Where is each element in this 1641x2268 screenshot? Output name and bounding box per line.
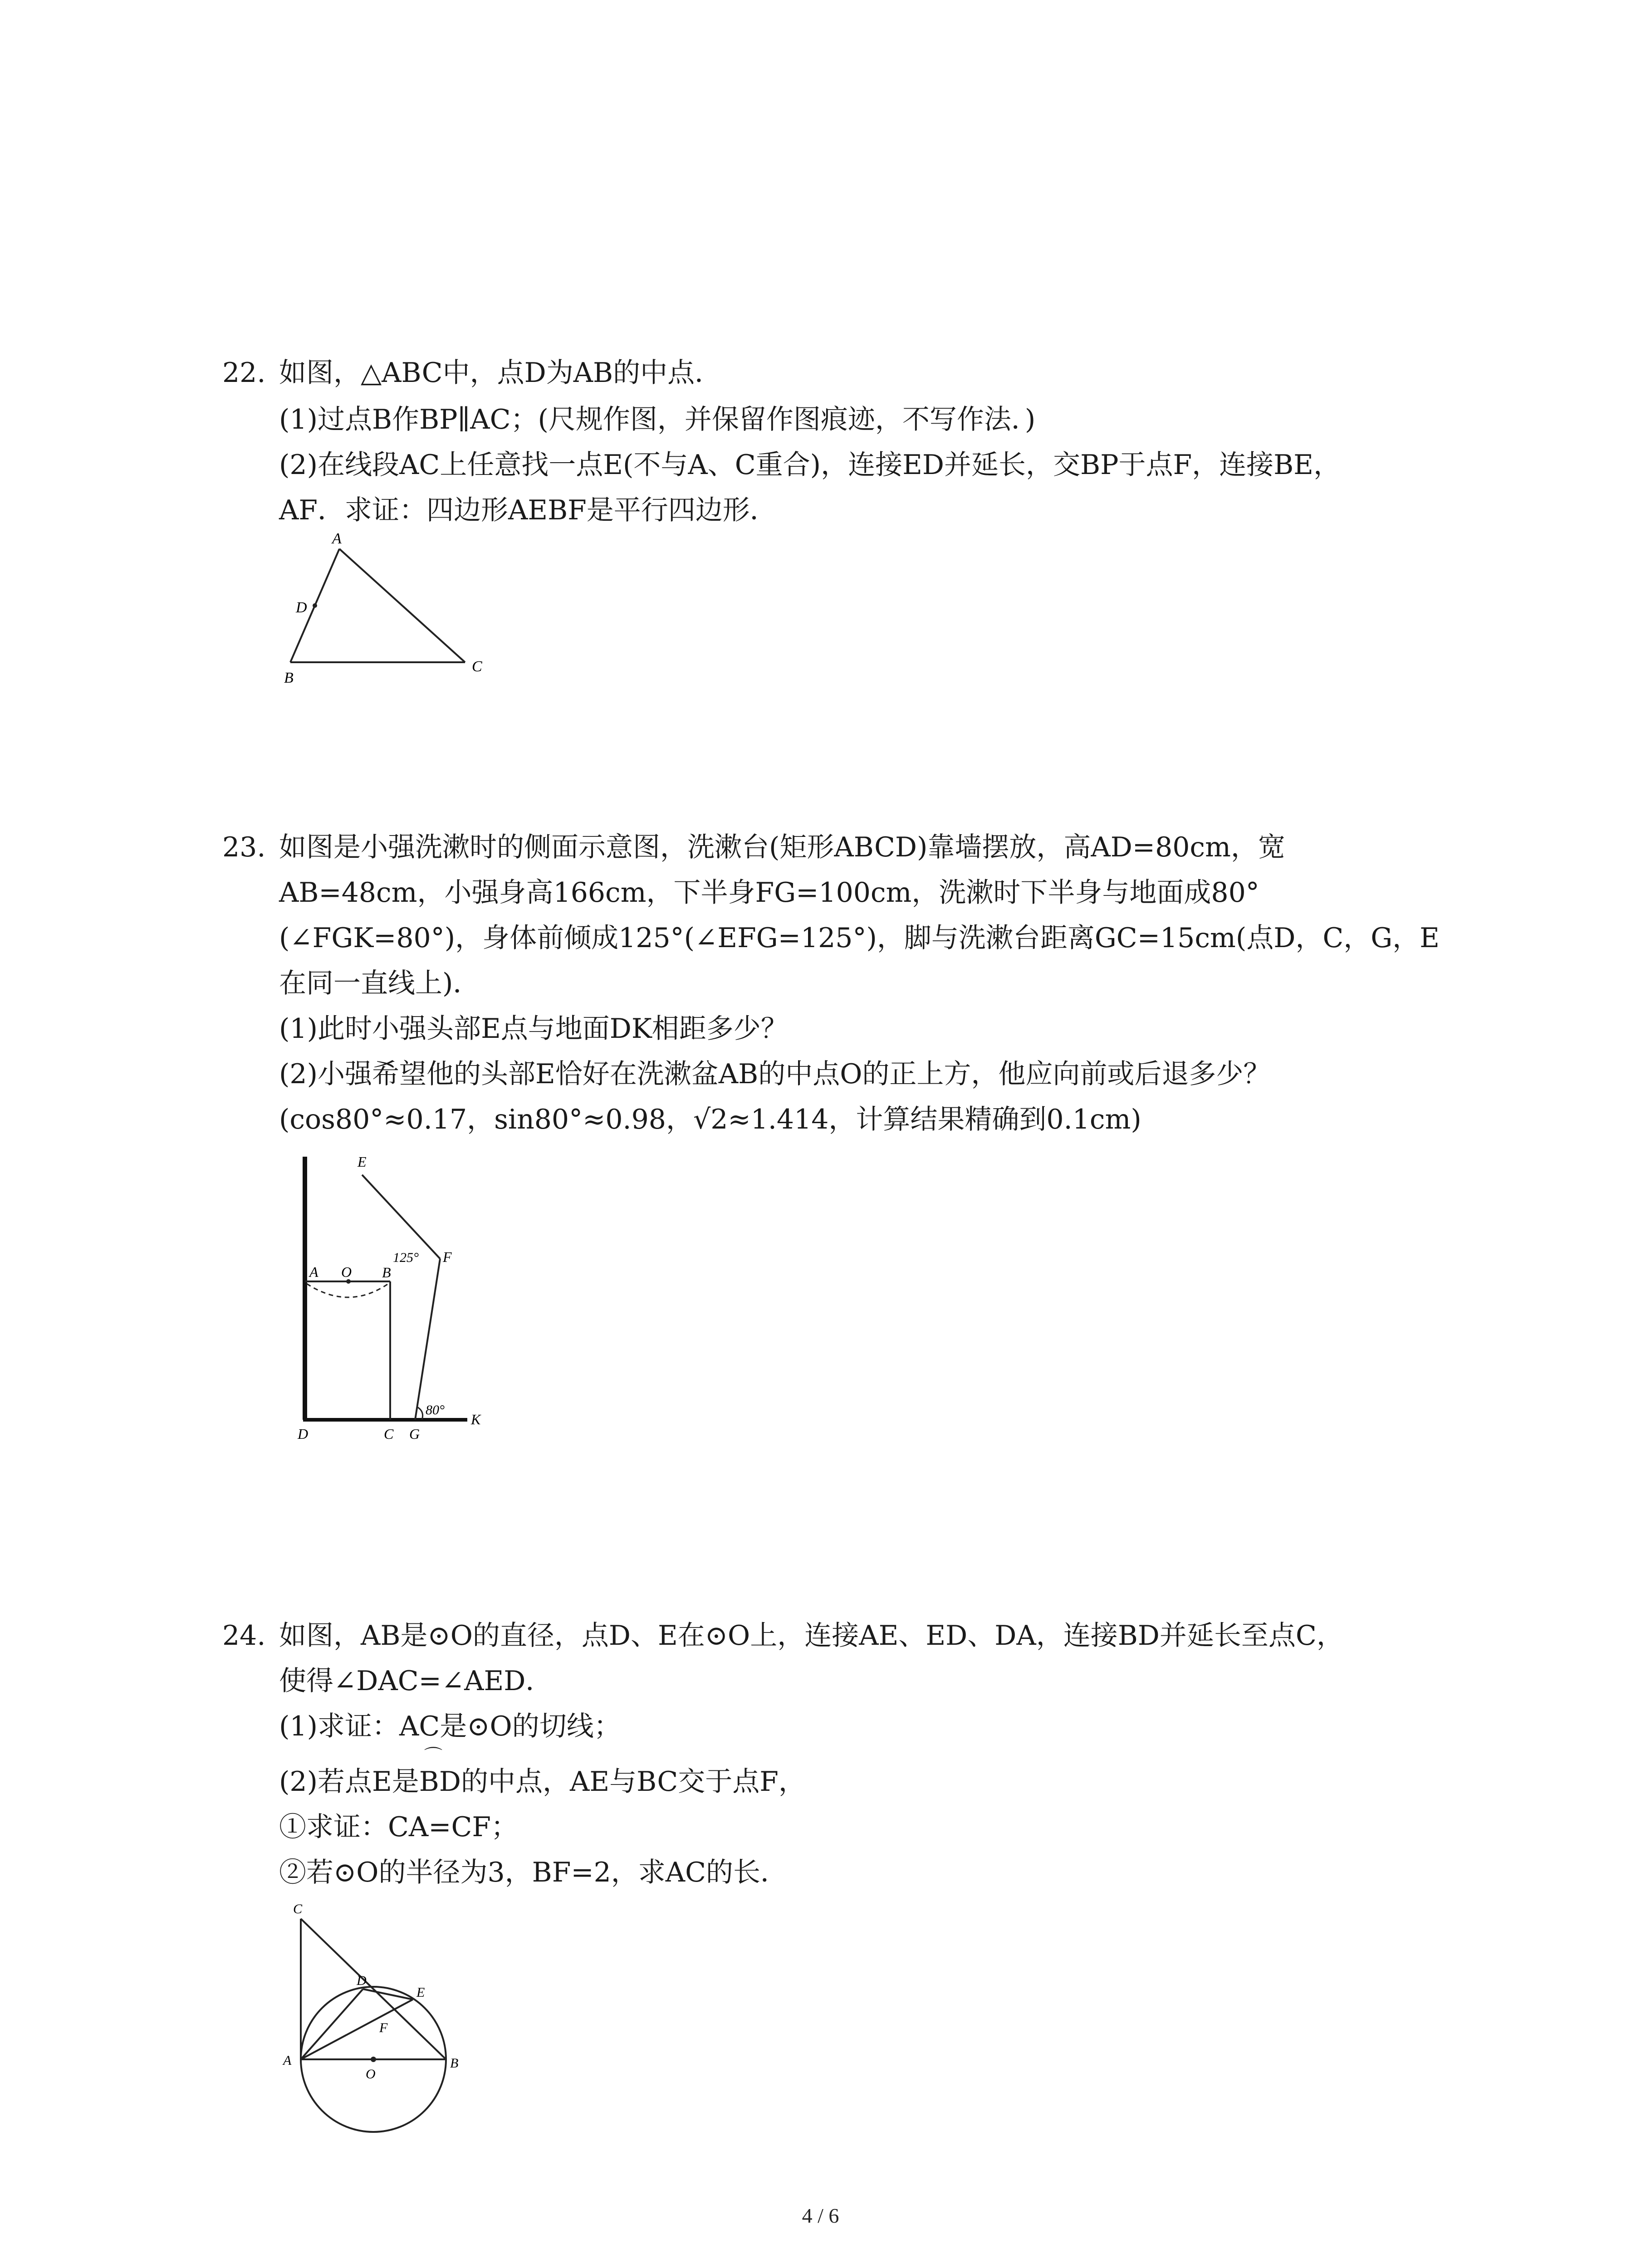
problem-text-line: (∠FGK=80°)，身体前倾成125°(∠EFG=125°)，脚与洗漱台距离GC=15cm(点D，C，G，E xyxy=(279,922,1440,954)
problem-text-line: (2)若点E是BD的中点，AE与BC交于点F， xyxy=(279,1766,806,1798)
angle-label: 125° xyxy=(393,1250,419,1265)
problem-text-line: (2)小强希望他的头部E恰好在洗漱盆AB的中点O的正上方，他应向前或后退多少？ xyxy=(279,1058,1271,1090)
figure-label: A xyxy=(309,1264,318,1280)
figure-label: F xyxy=(443,1249,452,1265)
sink-side-view-figure xyxy=(281,1143,526,1447)
figure-label: B xyxy=(450,2056,459,2071)
circle-tangent-figure xyxy=(277,1896,476,2173)
problem-text-line: 使得∠DAC=∠AED． xyxy=(279,1665,553,1697)
figure-label: F xyxy=(379,2020,388,2035)
figure-label: A xyxy=(283,2053,292,2068)
problem-text-line: 如图，AB是⊙O的直径，点D、E在⊙O上，连接AE、ED、DA，连接BD并延长至点C， xyxy=(279,1620,1344,1652)
problem-text-line: AF．求证：四边形AEBF是平行四边形． xyxy=(279,494,777,526)
problem-text-line: ①求证：CA=CF； xyxy=(279,1811,519,1843)
figure-label: E xyxy=(416,1985,425,2000)
problem-text-line: AB=48cm，小强身高166cm，下半身FG=100cm，洗漱时下半身与地面成80° xyxy=(279,877,1259,909)
problem-number: 23. xyxy=(222,831,266,863)
figure-label: D xyxy=(298,1426,309,1442)
figure-label: C xyxy=(384,1426,394,1442)
figure-label: B xyxy=(284,670,294,686)
arc-mark: ⌒ xyxy=(424,1746,442,1767)
figure-label: B xyxy=(382,1264,391,1281)
problem-text-line: (cos80°≈0.17，sin80°≈0.98，√2≈1.414，计算结果精确到0.1cm) xyxy=(279,1104,1141,1135)
problem-text-line: (2)在线段AC上任意找一点E(不与A、C重合)，连接ED并延长，交BP于点F，连接BE， xyxy=(279,449,1341,481)
figure-label: D xyxy=(296,599,307,616)
figure-label: G xyxy=(409,1426,420,1442)
problem-number: 24. xyxy=(222,1620,266,1652)
page-number: 4 / 6 xyxy=(802,2204,839,2227)
figure-label: D xyxy=(357,1973,367,1988)
problem-text-line: 在同一直线上)． xyxy=(279,968,480,999)
problem-text-line: 如图是小强洗漱时的侧面示意图，洗漱台(矩形ABCD)靠墙摆放，高AD=80cm，宽 xyxy=(279,831,1285,863)
triangle-abc-figure xyxy=(272,526,508,699)
figure-label: O xyxy=(366,2067,376,2082)
problem-number: 22. xyxy=(222,357,266,389)
figure-label: C xyxy=(293,1901,303,1916)
figure-label: K xyxy=(471,1411,481,1427)
problem-text-line: (1)过点B作BP∥AC；(尺规作图，并保留作图痕迹，不写作法．) xyxy=(279,404,1036,435)
problem-text-line: (1)求证：AC是⊙O的切线； xyxy=(279,1711,621,1742)
figure-label: E xyxy=(358,1154,367,1170)
figure-label: O xyxy=(341,1264,352,1280)
angle-label: 80° xyxy=(426,1403,445,1418)
figure-label: A xyxy=(332,530,342,547)
problem-text-line: ②若⊙O的半径为3，BF=2，求AC的长． xyxy=(279,1857,788,1888)
problem-text-line: 如图，△ABC中，点D为AB的中点． xyxy=(279,357,722,389)
problem-text-line: (1)此时小强头部E点与地面DK相距多少？ xyxy=(279,1013,788,1045)
figure-label: C xyxy=(472,658,482,675)
